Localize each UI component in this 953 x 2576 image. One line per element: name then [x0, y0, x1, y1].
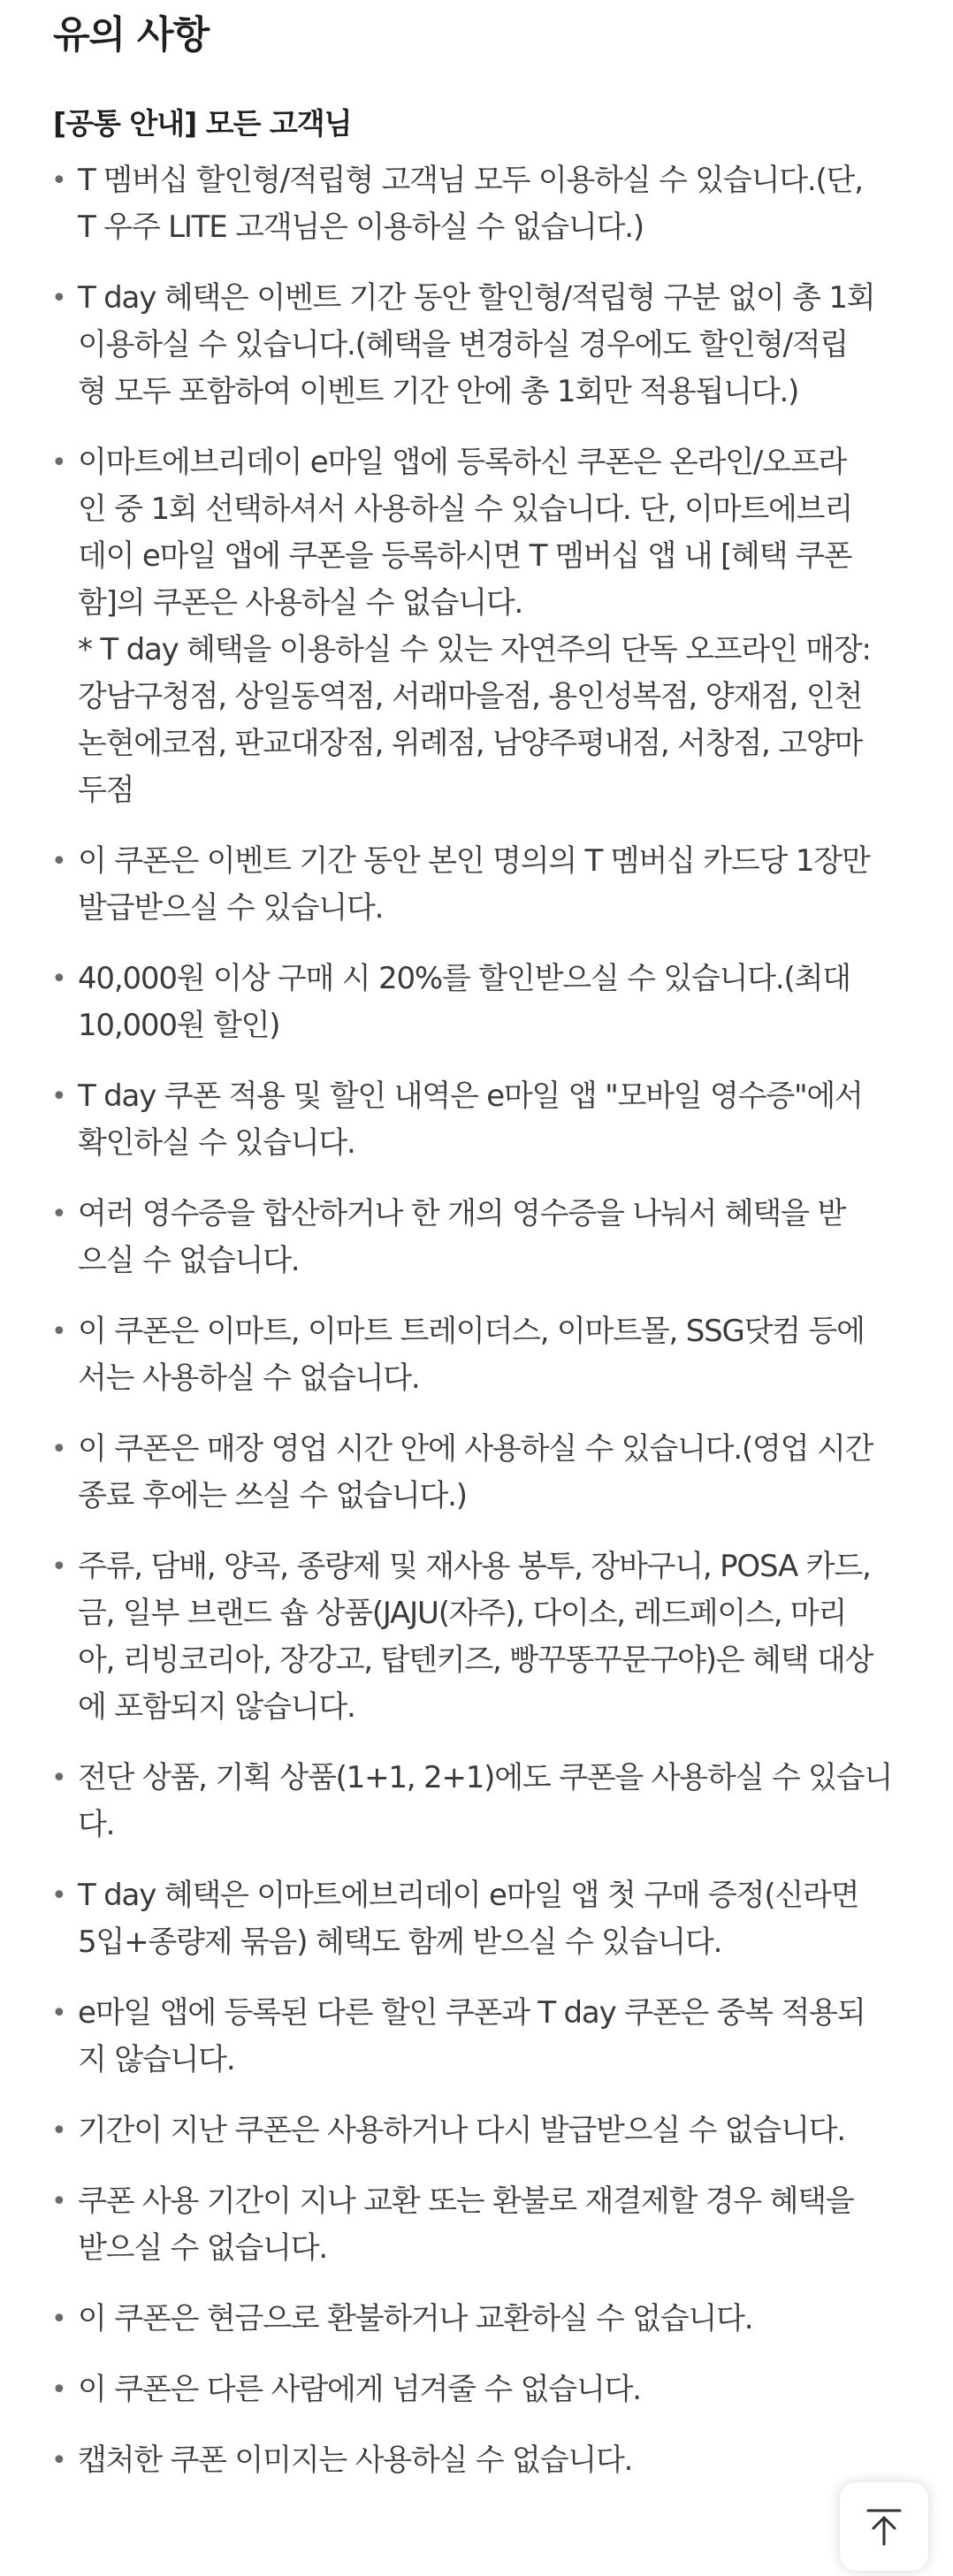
- notice-text-line: 40,000원 이상 구매 시 20%를 할인받으실 수 있습니다.(최대: [78, 961, 850, 996]
- notice-text-line: 이 쿠폰은 이벤트 기간 동안 본인 명의의 T 멤버십 카드당 1장만: [78, 843, 870, 879]
- bullet-marker: •: [51, 846, 66, 877]
- bullet-marker: •: [51, 165, 66, 196]
- bullet-marker: •: [51, 1199, 66, 1230]
- notice-text-line: 강남구청점, 상일동역점, 서래마을점, 용인성복점, 양재점, 인천: [78, 679, 863, 714]
- notice-item: [0, 1990, 953, 2084]
- notice-text-line: 아, 리빙코리아, 장강고, 탑텐키즈, 빵꾸똥꾸문구야)은 혜택 대상: [78, 1642, 873, 1678]
- notice-item: [0, 1872, 953, 1966]
- notice-text-line: 이 쿠폰은 현금으로 환불하거나 교환하실 수 없습니다.: [78, 2301, 753, 2336]
- notice-text-line: 에 포함되지 않습니다.: [78, 1689, 355, 1725]
- notice-text-line: 기간이 지난 쿠폰은 사용하거나 다시 발급받으실 수 없습니다.: [78, 2113, 845, 2148]
- notice-text-line: 쿠폰 사용 기간이 지나 교환 또는 환불로 재결제할 경우 혜택을: [78, 2184, 854, 2219]
- bullet-marker: •: [51, 1880, 66, 1911]
- bullet-marker: •: [51, 1763, 66, 1794]
- bullet-marker: •: [51, 2304, 66, 2335]
- notice-text-line: T day 쿠폰 적용 및 할인 내역은 e마일 앱 "모바일 영수증"에서: [78, 1078, 863, 1114]
- notice-text-line: T 우주 LITE 고객님은 이용하실 수 없습니다.): [78, 210, 644, 245]
- bullet-marker: •: [51, 2445, 66, 2476]
- notice-text-line: 받으실 수 없습니다.: [78, 2230, 327, 2266]
- notice-text-line: 종료 후에는 쓰실 수 없습니다.): [78, 1478, 467, 1513]
- notice-item: [0, 439, 953, 814]
- page-title: 유의 사항: [53, 13, 210, 57]
- arrow-up-to-top-icon: [863, 2505, 905, 2548]
- notice-item: [0, 275, 953, 415]
- notice-text-line: 이용하실 수 있습니다.(혜택을 변경하실 경우에도 할인형/적립: [78, 327, 849, 362]
- notice-item: [0, 2366, 953, 2413]
- notice-text-line: 발급받으실 수 있습니다.: [78, 890, 384, 926]
- notice-text-line: 으실 수 없습니다.: [78, 1243, 300, 1278]
- notice-text-line: 형 모두 포함하여 이벤트 기간 안에 총 1회만 적용됩니다.): [78, 374, 799, 409]
- bullet-marker: •: [51, 2115, 66, 2146]
- notice-text-line: 서는 사용하실 수 없습니다.: [78, 1360, 420, 1396]
- notice-list: [0, 157, 953, 2508]
- notice-text-line: * T day 혜택을 이용하실 수 있는 자연주의 단독 오프라인 매장:: [78, 632, 871, 667]
- bullet-marker: •: [51, 1434, 66, 1465]
- notice-text-line: 지 않습니다.: [78, 2042, 235, 2077]
- notice-item: [0, 2296, 953, 2343]
- notice-text-line: 논현에코점, 판교대장점, 위례점, 남양주평내점, 서창점, 고양마: [78, 726, 863, 761]
- notice-item: [0, 838, 953, 932]
- notice-text-line: 캡처한 쿠폰 이미지는 사용하실 수 없습니다.: [78, 2443, 633, 2478]
- notice-text-line: 확인하실 수 있습니다.: [78, 1125, 355, 1161]
- notice-text-line: T day 혜택은 이마트에브리데이 e마일 앱 첫 구매 증정(신라면: [78, 1878, 859, 1913]
- bullet-marker: •: [51, 1998, 66, 2029]
- notice-item: [0, 2107, 953, 2154]
- bullet-marker: •: [51, 447, 66, 478]
- notice-text-line: 인 중 1회 선택하셔서 사용하실 수 있습니다. 단, 이마트에브리: [78, 492, 852, 527]
- notice-text-line: 함]의 쿠폰은 사용하실 수 없습니다.: [78, 585, 523, 621]
- notice-item: [0, 1543, 953, 1731]
- notice-item: [0, 157, 953, 251]
- notice-text-line: 이 쿠폰은 이마트, 이마트 트레이더스, 이마트몰, SSG닷컴 등에: [78, 1314, 865, 1349]
- notice-text-line: 주류, 담배, 양곡, 종량제 및 재사용 봉투, 장바구니, POSA 카드,: [78, 1549, 871, 1584]
- notice-text-line: T day 혜택은 이벤트 기간 동안 할인형/적립형 구분 없이 총 1회: [78, 280, 875, 316]
- bullet-marker: •: [51, 1081, 66, 1112]
- bullet-marker: •: [51, 2374, 66, 2405]
- notice-item: [0, 1755, 953, 1848]
- bullet-marker: •: [51, 283, 66, 314]
- notice-text-line: 이 쿠폰은 다른 사람에게 넘겨줄 수 없습니다.: [78, 2372, 641, 2407]
- notice-text-line: 5입+종량제 묶음) 혜택도 함께 받으실 수 있습니다.: [78, 1924, 722, 1960]
- notice-item: [0, 2178, 953, 2272]
- notice-text-line: 이 쿠폰은 매장 영업 시간 안에 사용하실 수 있습니다.(영업 시간: [78, 1431, 873, 1467]
- notice-item: [0, 1073, 953, 1167]
- notice-item: [0, 2437, 953, 2484]
- section-heading: [공통 안내] 모든 고객님: [53, 106, 352, 141]
- notice-text-line: 다.: [78, 1807, 115, 1842]
- notice-item: [0, 1308, 953, 1402]
- notice-item: [0, 1191, 953, 1284]
- bullet-marker: •: [51, 1551, 66, 1582]
- notice-item: [0, 1426, 953, 1520]
- scroll-to-top-button[interactable]: [840, 2482, 928, 2571]
- notice-text-line: 두점: [78, 773, 134, 808]
- bullet-marker: •: [51, 964, 66, 995]
- bullet-marker: •: [51, 1316, 66, 1347]
- notice-text-line: 이마트에브리데이 e마일 앱에 등록하신 쿠폰은 온라인/오프라: [78, 445, 847, 480]
- notice-text-line: 데이 e마일 앱에 쿠폰을 등록하시면 T 멤버십 앱 내 [혜택 쿠폰: [78, 538, 852, 574]
- notice-item: [0, 956, 953, 1049]
- bullet-marker: •: [51, 2186, 66, 2217]
- notice-text-line: 여러 영수증을 합산하거나 한 개의 영수증을 나눠서 혜택을 받: [78, 1196, 845, 1231]
- notice-text-line: e마일 앱에 등록된 다른 할인 쿠폰과 T day 쿠폰은 중복 적용되: [78, 1995, 865, 2031]
- notice-text-line: 전단 상품, 기획 상품(1+1, 2+1)에도 쿠폰을 사용하실 수 있습니: [78, 1760, 893, 1795]
- notice-text-line: 10,000원 할인): [78, 1008, 280, 1043]
- notice-text-line: 금, 일부 브랜드 숍 상품(JAJU(자주), 다이소, 레드페이스, 마리: [78, 1596, 847, 1631]
- notice-text-line: T 멤버십 할인형/적립형 고객님 모두 이용하실 수 있습니다.(단,: [78, 163, 863, 198]
